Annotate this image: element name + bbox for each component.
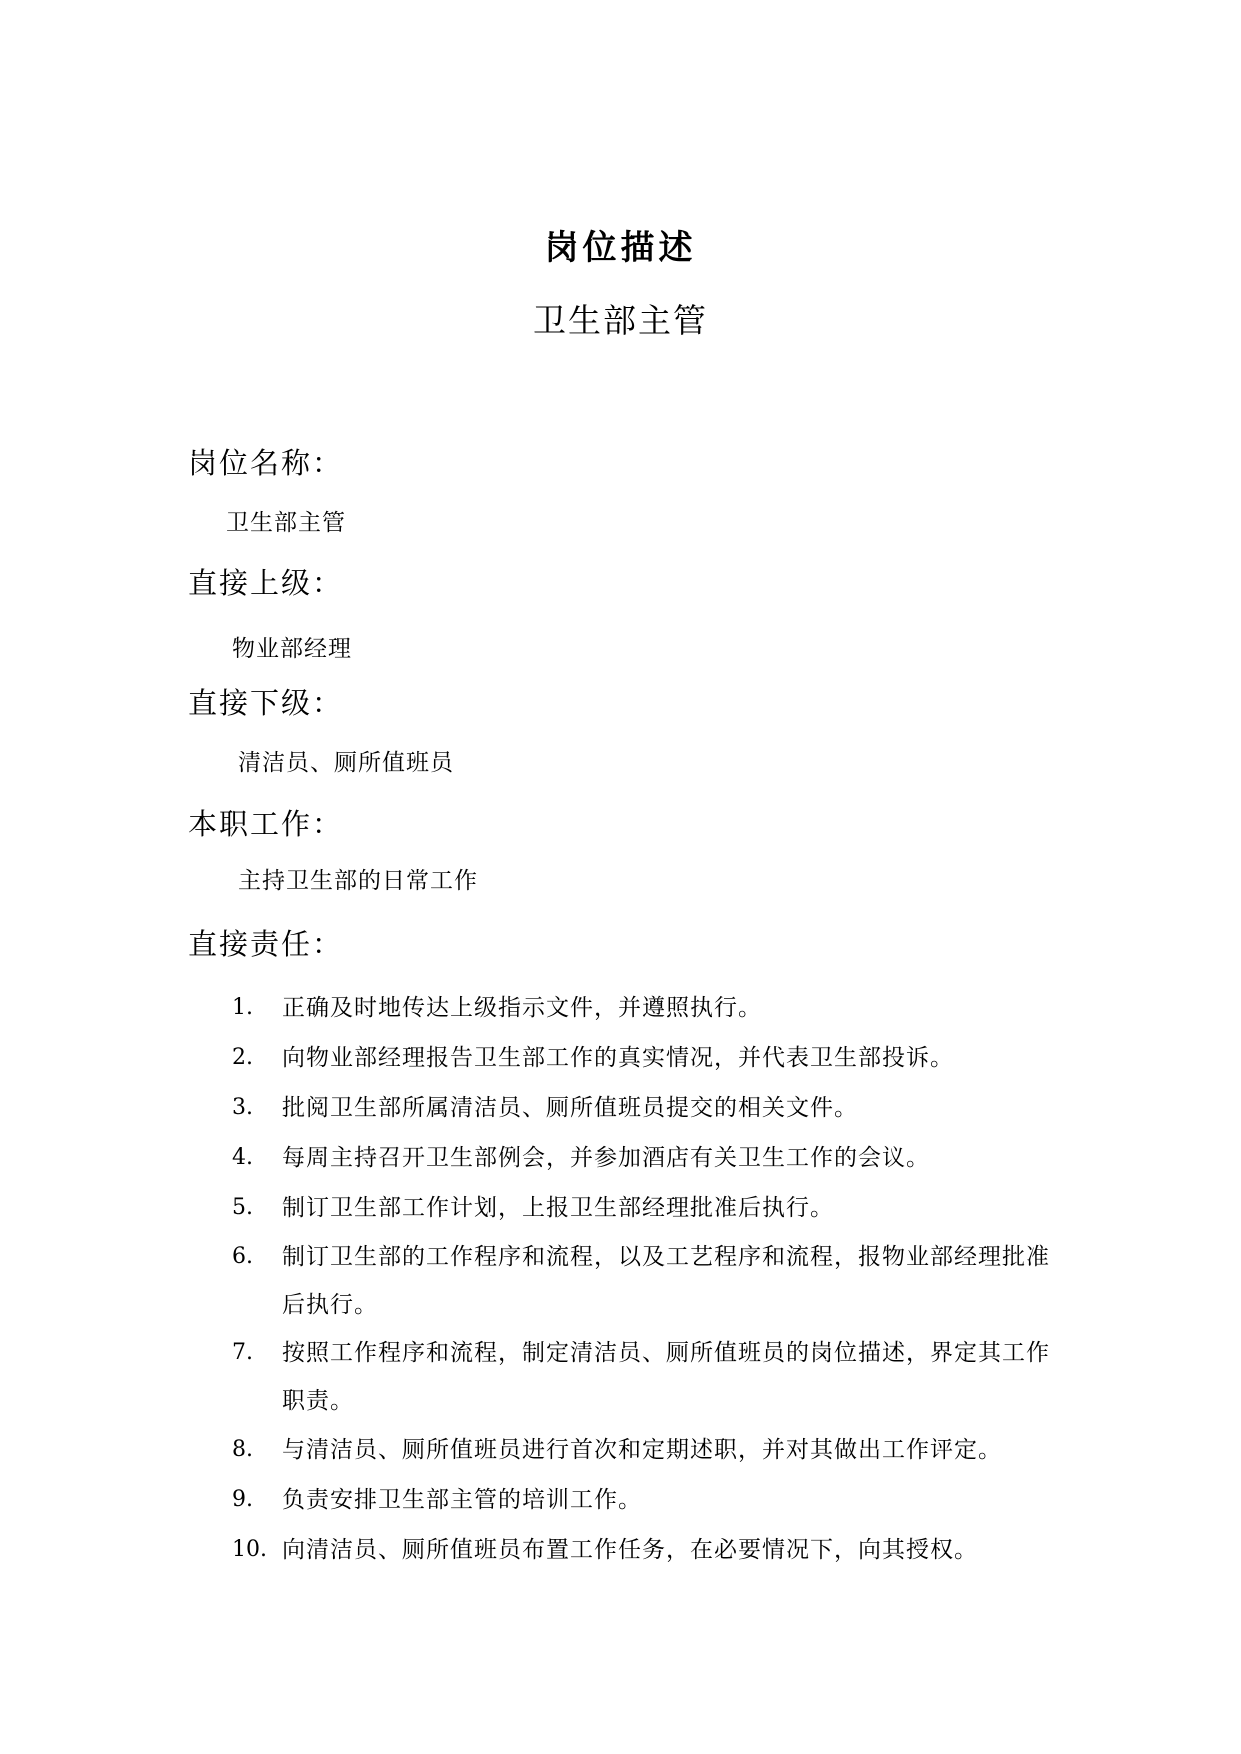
list-item <box>232 983 1052 1033</box>
direct-superior-value: 物业部经理 <box>232 636 352 662</box>
list-item-text: 按照工作程序和流程，制定清洁员、厕所值班员的岗位描述，界定其工作职责。 <box>282 1340 1050 1414</box>
direct-subordinates-value: 清洁员、厕所值班员 <box>238 750 454 776</box>
list-item <box>232 1475 1052 1525</box>
list-item <box>232 1233 1052 1329</box>
position-name-value: 卫生部主管 <box>226 510 346 536</box>
list-item-number: 5. <box>232 1195 253 1220</box>
list-item-number: 1. <box>232 995 253 1020</box>
list-item <box>232 1329 1052 1425</box>
list-item-text: 负责安排卫生部主管的培训工作。 <box>282 1487 642 1513</box>
responsibilities-list <box>232 983 1052 1575</box>
list-item <box>232 1525 1052 1575</box>
direct-subordinates-heading: 直接下级： <box>188 686 344 720</box>
list-item <box>232 1133 1052 1183</box>
direct-superior-heading: 直接上级： <box>188 566 344 600</box>
document-subtitle: 卫生部主管 <box>533 301 708 340</box>
list-item-text: 与清洁员、厕所值班员进行首次和定期述职，并对其做出工作评定。 <box>282 1437 1002 1463</box>
list-item <box>232 1083 1052 1133</box>
list-item-number: 3. <box>232 1095 253 1120</box>
list-item-number: 2. <box>232 1045 253 1070</box>
list-item <box>232 1033 1052 1083</box>
list-item-text: 制订卫生部的工作程序和流程，以及工艺程序和流程，报物业部经理批准后执行。 <box>282 1244 1050 1318</box>
main-work-value: 主持卫生部的日常工作 <box>238 868 478 894</box>
list-item <box>232 1425 1052 1475</box>
list-item-number: 9. <box>232 1487 253 1512</box>
main-work-heading: 本职工作： <box>188 807 344 841</box>
list-item-text: 正确及时地传达上级指示文件，并遵照执行。 <box>282 995 762 1021</box>
document-title: 岗位描述 <box>544 228 697 268</box>
list-item-text: 向清洁员、厕所值班员布置工作任务，在必要情况下，向其授权。 <box>282 1537 978 1563</box>
list-item-text: 每周主持召开卫生部例会，并参加酒店有关卫生工作的会议。 <box>282 1145 930 1171</box>
position-name-heading: 岗位名称： <box>188 446 344 480</box>
list-item-text: 向物业部经理报告卫生部工作的真实情况，并代表卫生部投诉。 <box>282 1045 954 1071</box>
list-item-number: 10. <box>232 1537 267 1562</box>
list-item-number: 6. <box>232 1244 253 1269</box>
list-item-number: 7. <box>232 1340 253 1365</box>
list-item-text: 制订卫生部工作计划，上报卫生部经理批准后执行。 <box>282 1195 834 1221</box>
list-item-text: 批阅卫生部所属清洁员、厕所值班员提交的相关文件。 <box>282 1095 858 1121</box>
list-item-number: 8. <box>232 1437 253 1462</box>
list-item-number: 4. <box>232 1145 253 1170</box>
list-item <box>232 1183 1052 1233</box>
responsibilities-heading: 直接责任： <box>188 927 344 961</box>
